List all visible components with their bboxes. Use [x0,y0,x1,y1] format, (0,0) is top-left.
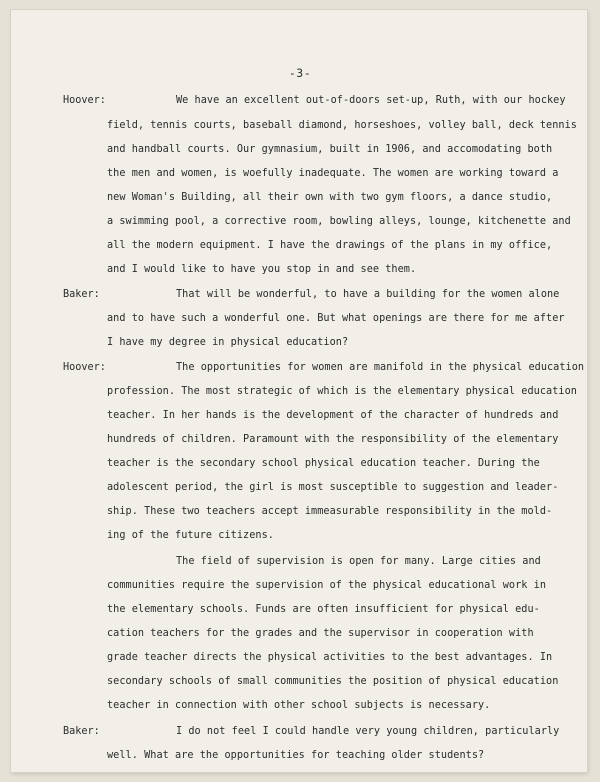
text-line: new Woman's Building, all their own with two gym floors, a dance studio, [107,192,553,203]
text-line: ing of the future citizens. [107,530,274,541]
text-line: The field of supervision is open for many. Large cities and [176,556,541,567]
speaker-label: Baker: [63,289,100,300]
text-line: I have my degree in physical education? [107,337,349,348]
text-line: and handball courts. Our gymnasium, built in 1906, and accomodating both [107,144,553,155]
text-line: field, tennis courts, baseball diamond, horseshoes, volley ball, deck tennis [107,120,577,131]
text-line: the men and women, is woefully inadequate. The women are working toward a [107,168,559,179]
text-line: That will be wonderful, to have a building for the women alone [176,289,560,300]
text-line: ship. These two teachers accept immeasurable responsibility in the mold- [107,506,553,517]
page-number: -3- [288,66,312,80]
text-line: secondary schools of small communities the position of physical education [107,676,559,687]
text-line: teacher is the secondary school physical education teacher. During the [107,458,540,469]
text-line: adolescent period, the girl is most susceptible to suggestion and leader- [107,482,559,493]
text-line: and to have such a wonderful one. But what openings are there for me after [107,313,565,324]
text-line: teacher in connection with other school subjects is necessary. [107,700,491,711]
text-line: We have an excellent out-of-doors set-up, Ruth, with our hockey [176,95,566,106]
text-line: cation teachers for the grades and the supervisor in cooperation with [107,628,534,639]
text-line: and I would like to have you stop in and see them. [107,264,417,275]
speaker-label: Hoover: [63,362,106,373]
text-line: the elementary schools. Funds are often insufficient for physical edu- [107,604,540,615]
text-line: The opportunities for women are manifold in the physical education [176,362,585,373]
text-line: communities require the supervision of the physical educational work in [107,580,547,591]
text-line: well. What are the opportunities for teaching older students? [107,750,485,761]
speaker-label: Baker: [63,726,100,737]
speaker-label: Hoover: [63,95,106,106]
text-line: teacher. In her hands is the development of the character of hundreds and [107,410,559,421]
text-line: a swimming pool, a corrective room, bowling alleys, lounge, kitchenette and [107,216,571,227]
text-line: all the modern equipment. I have the drawings of the plans in my office, [107,240,553,251]
text-line: grade teacher directs the physical activities to the best advantages. In [107,652,553,663]
text-line: I do not feel I could handle very young children, particularly [176,726,560,737]
text-line: profession. The most strategic of which is the elementary physical education [107,386,577,397]
text-line: hundreds of children. Paramount with the responsibility of the elementary [107,434,559,445]
